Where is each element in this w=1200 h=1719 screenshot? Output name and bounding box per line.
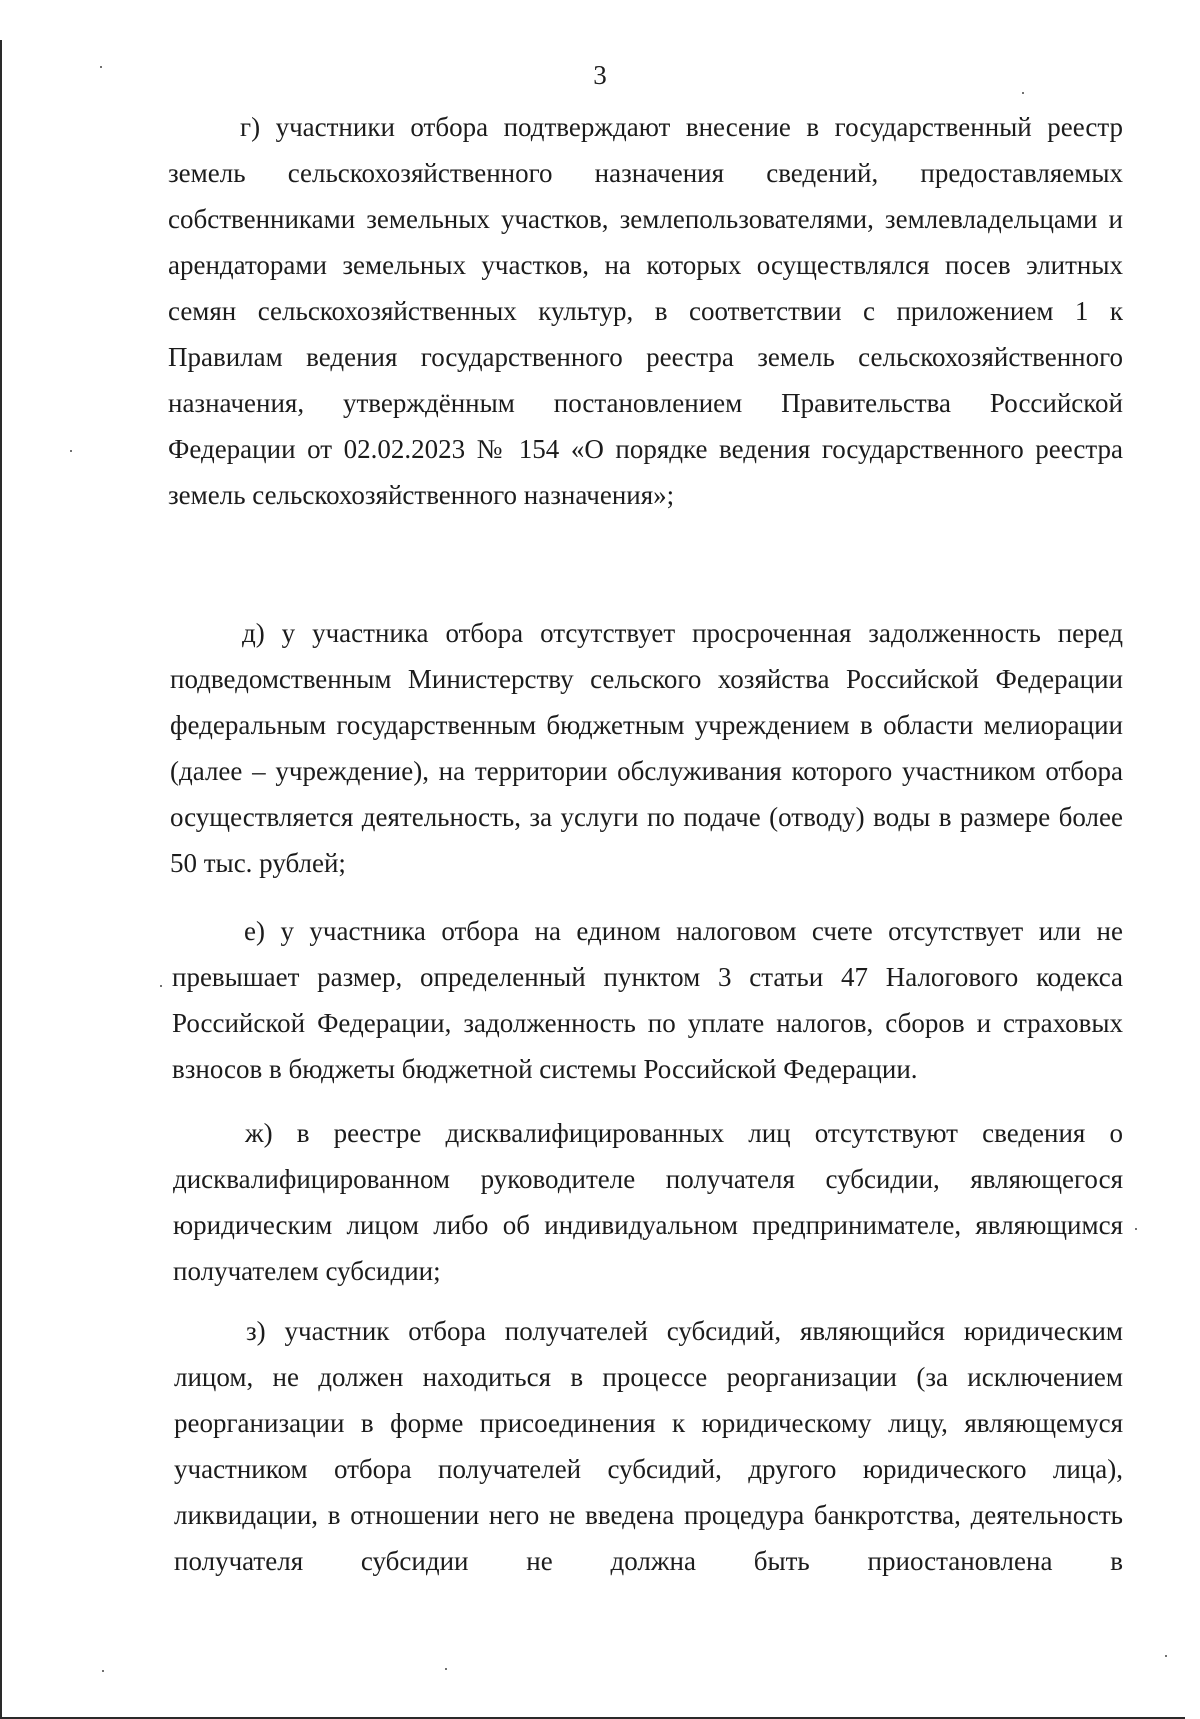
page-number: 3 [593,60,607,90]
scan-speck [1135,1228,1137,1230]
scan-speck [160,985,162,987]
scan-speck [1165,1655,1167,1657]
paragraph-d: д) у участника отбора отсутствует просроченная задолженность перед подведомственным Министерству сельского хозяйства Российской Федерации федеральным государственным бюджетным учреждением в области мелиорации (далее – учреждение), на территории обслуживания которого участником отбора осуществляется деятельность, за услуги по подаче (отводу) воды в размере более 50 тыс. рублей; [170,618,1123,878]
paragraph-g: г) участники отбора подтверждают внесение в государственный реестр земель сельскохозяйственного назначения сведений, предоставляемых собственниками земельных участков, землепользователями, землевладельцами и арендаторами земельных участков, на которых осуществлялся посев элитных семян сельскохозяйственных культур, в соответствии с приложением 1 к Правилам ведения государственного реестра земель сельскохозяйственного назначения, утверждённым постановлением Правительства Российской Федерации от 02.02.2023 № 154 «О порядке ведения государственного реестра земель сельскохозяйственного назначения»; [168,112,1123,510]
scan-left-edge [0,40,2,1719]
scan-speck [100,66,102,68]
scan-speck [70,450,72,452]
scan-speck [445,1668,447,1670]
scan-speck [102,1670,104,1672]
scan-speck [1022,92,1024,94]
paragraph-e: е) у участника отбора на едином налоговом счете отсутствует или не превышает размер, определенный пунктом 3 статьи 47 Налогового кодекса Российской Федерации, задолженность по уплате налогов, сборов и страховых взносов в бюджеты бюджетной системы Российской Федерации. [172,916,1123,1084]
paragraph-zh: ж) в реестре дисквалифицированных лиц отсутствуют сведения о дисквалифицированном руководителе получателя субсидии, являющегося юридическим лицом либо об индивидуальном предпринимателе, являющимся получателем субсидии; [173,1118,1123,1286]
paragraph-z: з) участник отбора получателей субсидий, являющийся юридическим лицом, не должен находиться в процессе реорганизации (за исключением реорганизации в форме присоединения к юридическому лицу, являющемуся участником отбора получателей субсидий, другого юридического лица), ликвидации, в отношении него не введена процедура банкротства, деятельность получателя субсидии не должна быть приостановлена в [174,1316,1123,1576]
